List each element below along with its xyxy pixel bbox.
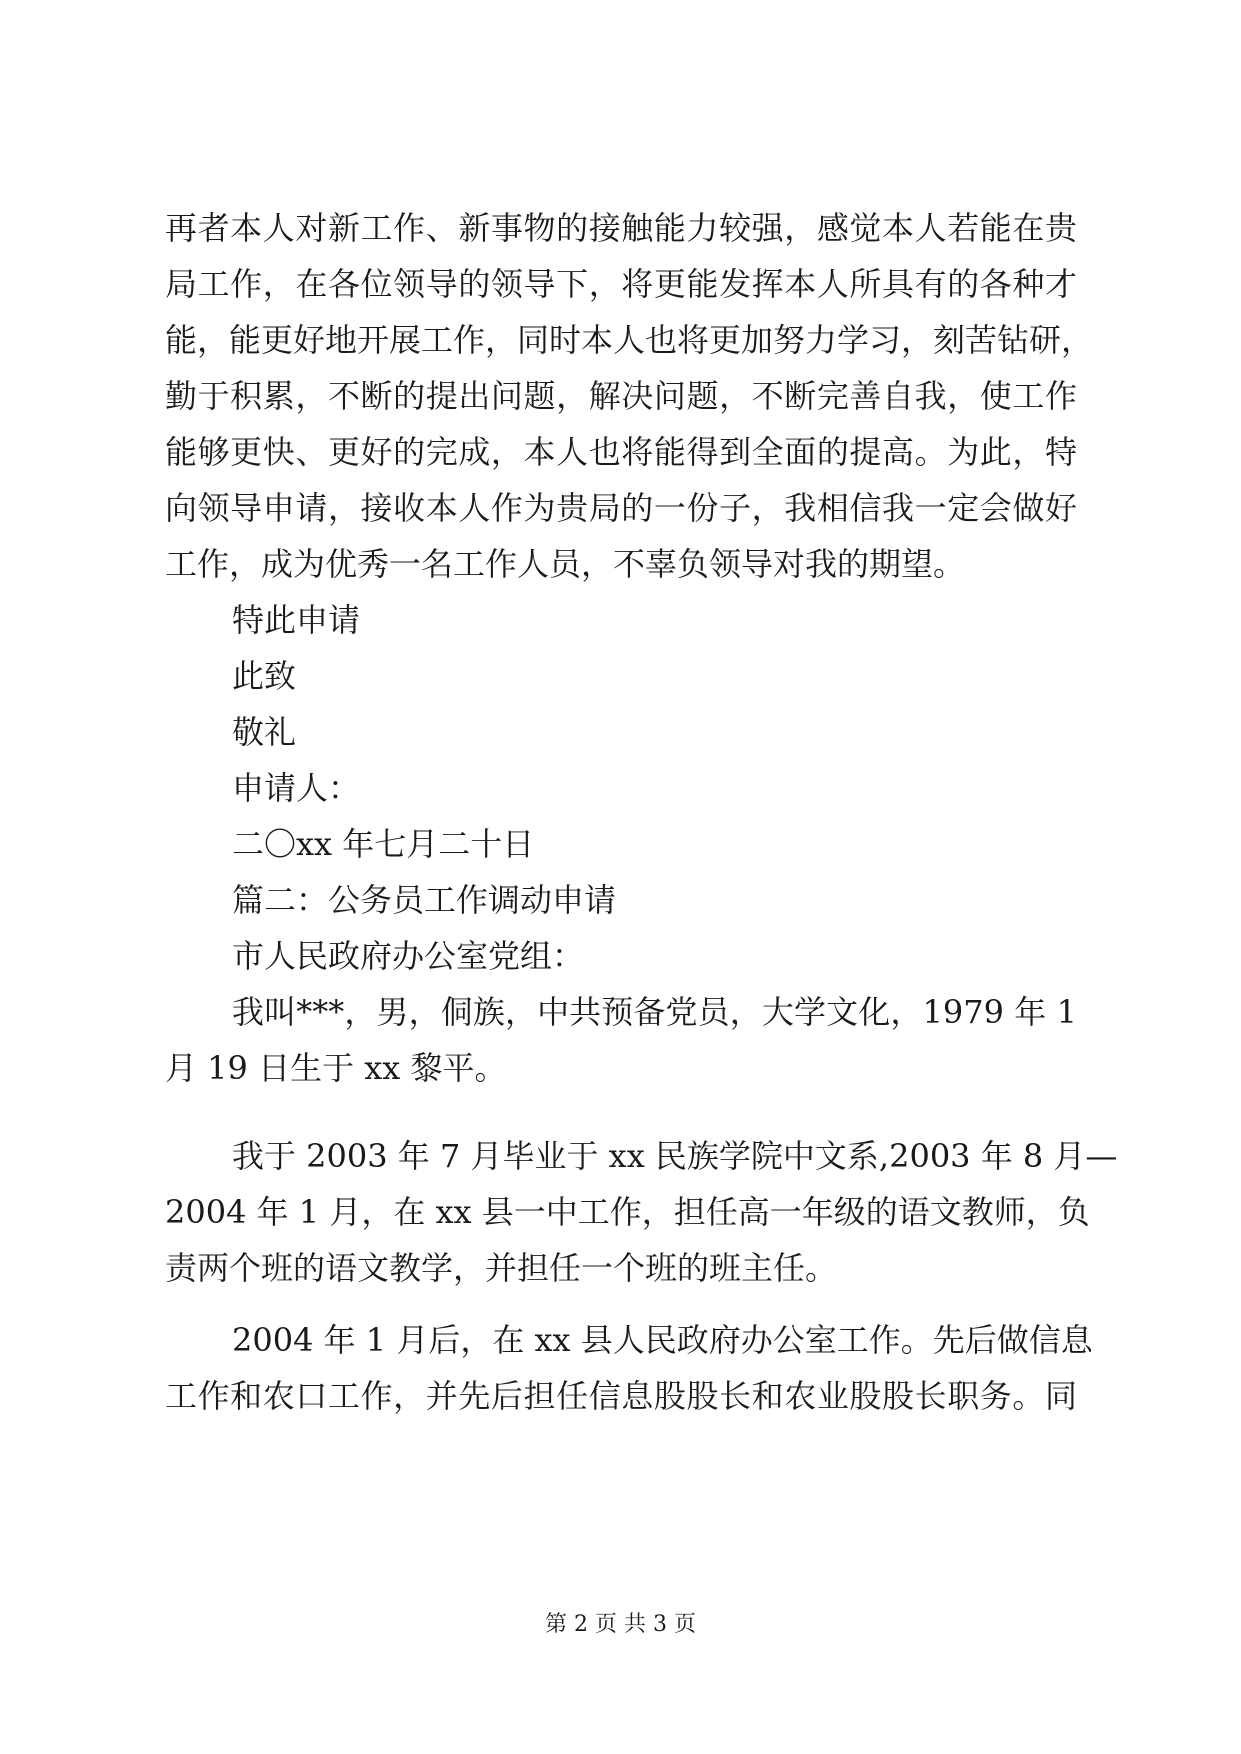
date-line: 二〇xx 年七月二十日 <box>232 825 535 863</box>
text-line: 月 19 日生于 xx 黎平。 <box>165 1049 507 1087</box>
text-line: 能，能更好地开展工作，同时本人也将更加努力学习，刻苦钻研， <box>165 321 1094 359</box>
salutation-line: 市人民政府办公室党组： <box>232 937 585 975</box>
page-footer: 第 2 页 共 3 页 <box>545 1612 696 1637</box>
text-line: 向领导申请，接收本人作为贵局的一份子，我相信我一定会做好 <box>165 489 1077 527</box>
text-line: 我叫***，男，侗族，中共预备党员，大学文化，1979 年 1 <box>232 993 1077 1031</box>
text-line: 责两个班的语文教学，并担任一个班的班主任。 <box>165 1249 838 1287</box>
text-line: 2004 年 1 月后，在 xx 县人民政府办公室工作。先后做信息 <box>232 1321 1093 1359</box>
text-line: 局工作，在各位领导的领导下，将更能发挥本人所具有的各种才 <box>165 265 1077 303</box>
text-line: 再者本人对新工作、新事物的接触能力较强，感觉本人若能在贵 <box>165 209 1077 247</box>
text-line: 2004 年 1 月，在 xx 县一中工作，担任高一年级的语文教师，负 <box>165 1193 1090 1231</box>
closing-line: 此致 <box>232 657 297 695</box>
text-line: 工作，成为优秀一名工作人员，不辜负领导对我的期望。 <box>165 545 966 583</box>
text-line: 我于 2003 年 7 月毕业于 xx 民族学院中文系,2003 年 8 月— <box>232 1137 1118 1175</box>
closing-line: 特此申请 <box>232 601 361 639</box>
section-heading: 篇二：公务员工作调动申请 <box>232 881 617 919</box>
text-line: 能够更快、更好的完成，本人也将能得到全面的提高。为此，特 <box>165 433 1077 471</box>
closing-line: 敬礼 <box>232 713 297 751</box>
text-line: 工作和农口工作，并先后担任信息股股长和农业股股长职务。同 <box>165 1377 1077 1415</box>
signature-line: 申请人： <box>232 769 361 807</box>
text-line: 勤于积累，不断的提出问题，解决问题，不断完善自我，使工作 <box>165 377 1077 415</box>
